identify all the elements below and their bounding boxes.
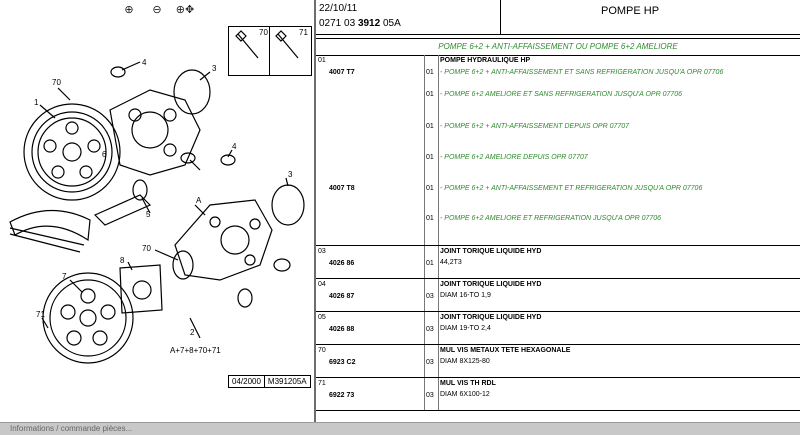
- zoom-out-icon[interactable]: ⊖: [152, 3, 162, 16]
- row-position: 70: [318, 347, 326, 354]
- row-position: 05: [318, 314, 326, 321]
- parts-table: [316, 55, 800, 411]
- part-title: POMPE HYDRAULIQUE HP: [440, 57, 531, 64]
- page-title: POMPE HP: [601, 5, 660, 17]
- quantity: 01: [426, 123, 434, 130]
- part-ref[interactable]: 4007 T8: [329, 185, 355, 192]
- parts-panel: [316, 0, 800, 422]
- variant-line: - POMPE 6+2 + ANTI-AFFAISSEMENT ET SANS REFRIGERATION JUSQU'A OPR 07706: [440, 69, 724, 76]
- callout: 5: [146, 210, 151, 219]
- drawing-code: M391205A: [264, 376, 310, 387]
- kit-formula: A+7+8+70+71: [170, 346, 221, 355]
- part-ref[interactable]: 6923 C2: [329, 359, 356, 366]
- table-row[interactable]: [316, 246, 800, 279]
- exploded-diagram: [0, 0, 313, 422]
- callout: A: [196, 196, 202, 205]
- row-position: 01: [318, 57, 326, 64]
- quantity: 01: [426, 91, 434, 98]
- zoom-in-icon[interactable]: ⊕: [124, 3, 134, 16]
- callout: 6: [102, 150, 107, 159]
- part-description: DIAM 19-TO 2,4: [440, 325, 491, 332]
- zoom-move-icon[interactable]: ⊕✥: [175, 3, 195, 16]
- inset-label-70: 70: [259, 28, 268, 37]
- header-info: [316, 0, 501, 35]
- callout: 8: [120, 256, 125, 265]
- status-bar: [0, 422, 800, 435]
- variant-label[interactable]: POMPE 6+2 + ANTI-AFFAISSEMENT OU POMPE 6+2 AMELIORE: [316, 38, 800, 56]
- bolt-inset: [228, 26, 312, 76]
- part-description: 44,2T3: [440, 259, 462, 266]
- quantity: 03: [426, 326, 434, 333]
- part-title: JOINT TORIQUE LIQUIDE HYD: [440, 248, 542, 255]
- drawing-date: 04/2000: [232, 377, 261, 386]
- callout: 7: [62, 272, 67, 281]
- status-text: Informations / commande pièces...: [10, 424, 133, 433]
- callout: 3: [212, 64, 217, 73]
- part-ref[interactable]: 6922 73: [329, 392, 355, 399]
- quantity: 03: [426, 293, 434, 300]
- callout: 71: [36, 310, 45, 319]
- part-title: JOINT TORIQUE LIQUIDE HYD: [440, 281, 542, 288]
- callout: 2: [190, 328, 195, 337]
- page-title-box: [501, 0, 800, 35]
- callout: 3: [288, 170, 293, 179]
- quantity: 01: [426, 215, 434, 222]
- row-position: 04: [318, 281, 326, 288]
- variant-line: - POMPE 6+2 + ANTI-AFFAISSEMENT DEPUIS OPR 07707: [440, 123, 630, 130]
- callout: 4: [232, 142, 237, 151]
- part-ref[interactable]: 4026 86: [329, 260, 355, 267]
- callout: 4: [142, 58, 147, 67]
- header-date: 22/10/11: [319, 3, 358, 14]
- drawing-stamp: [228, 375, 311, 388]
- part-description: DIAM 8X125-80: [440, 358, 490, 365]
- table-row[interactable]: [316, 279, 800, 312]
- part-description: DIAM 6X100-12: [440, 391, 490, 398]
- variant-line: - POMPE 6+2 AMELIORE ET SANS REFRIGERATION JUSQU'A OPR 07706: [440, 91, 683, 98]
- part-ref[interactable]: 4026 88: [329, 326, 355, 333]
- callout: 1: [34, 98, 39, 107]
- part-ref[interactable]: 4007 T7: [329, 69, 355, 76]
- table-row[interactable]: [316, 312, 800, 345]
- table-row[interactable]: [316, 345, 800, 378]
- part-ref[interactable]: 4026 87: [329, 293, 355, 300]
- part-description: DIAM 16-TO 1,9: [440, 292, 491, 299]
- callout: 70: [142, 244, 151, 253]
- quantity: 01: [426, 154, 434, 161]
- quantity: 01: [426, 260, 434, 267]
- quantity: 01: [426, 69, 434, 76]
- part-title: MUL VIS METAUX TETE HEXAGONALE: [440, 347, 571, 354]
- header-ref: 0271 03 3912 05A: [319, 18, 401, 29]
- table-row[interactable]: [316, 378, 800, 411]
- quantity: 01: [426, 185, 434, 192]
- variant-line: - POMPE 6+2 AMELIORE ET REFRIGERATION JUSQU'A OPR 07706: [440, 215, 662, 222]
- table-row[interactable]: [316, 55, 800, 246]
- callout: 70: [52, 78, 61, 87]
- part-title: MUL VIS TH RDL: [440, 380, 496, 387]
- row-position: 71: [318, 380, 326, 387]
- quantity: 03: [426, 392, 434, 399]
- variant-line: - POMPE 6+2 + ANTI-AFFAISSEMENT ET REFRIGERATION JUSQU'A OPR 07706: [440, 185, 703, 192]
- row-position: 03: [318, 248, 326, 255]
- variant-line: - POMPE 6+2 AMELIORE DEPUIS OPR 07707: [440, 154, 588, 161]
- inset-label-71: 71: [299, 28, 308, 37]
- part-title: JOINT TORIQUE LIQUIDE HYD: [440, 314, 542, 321]
- quantity: 03: [426, 359, 434, 366]
